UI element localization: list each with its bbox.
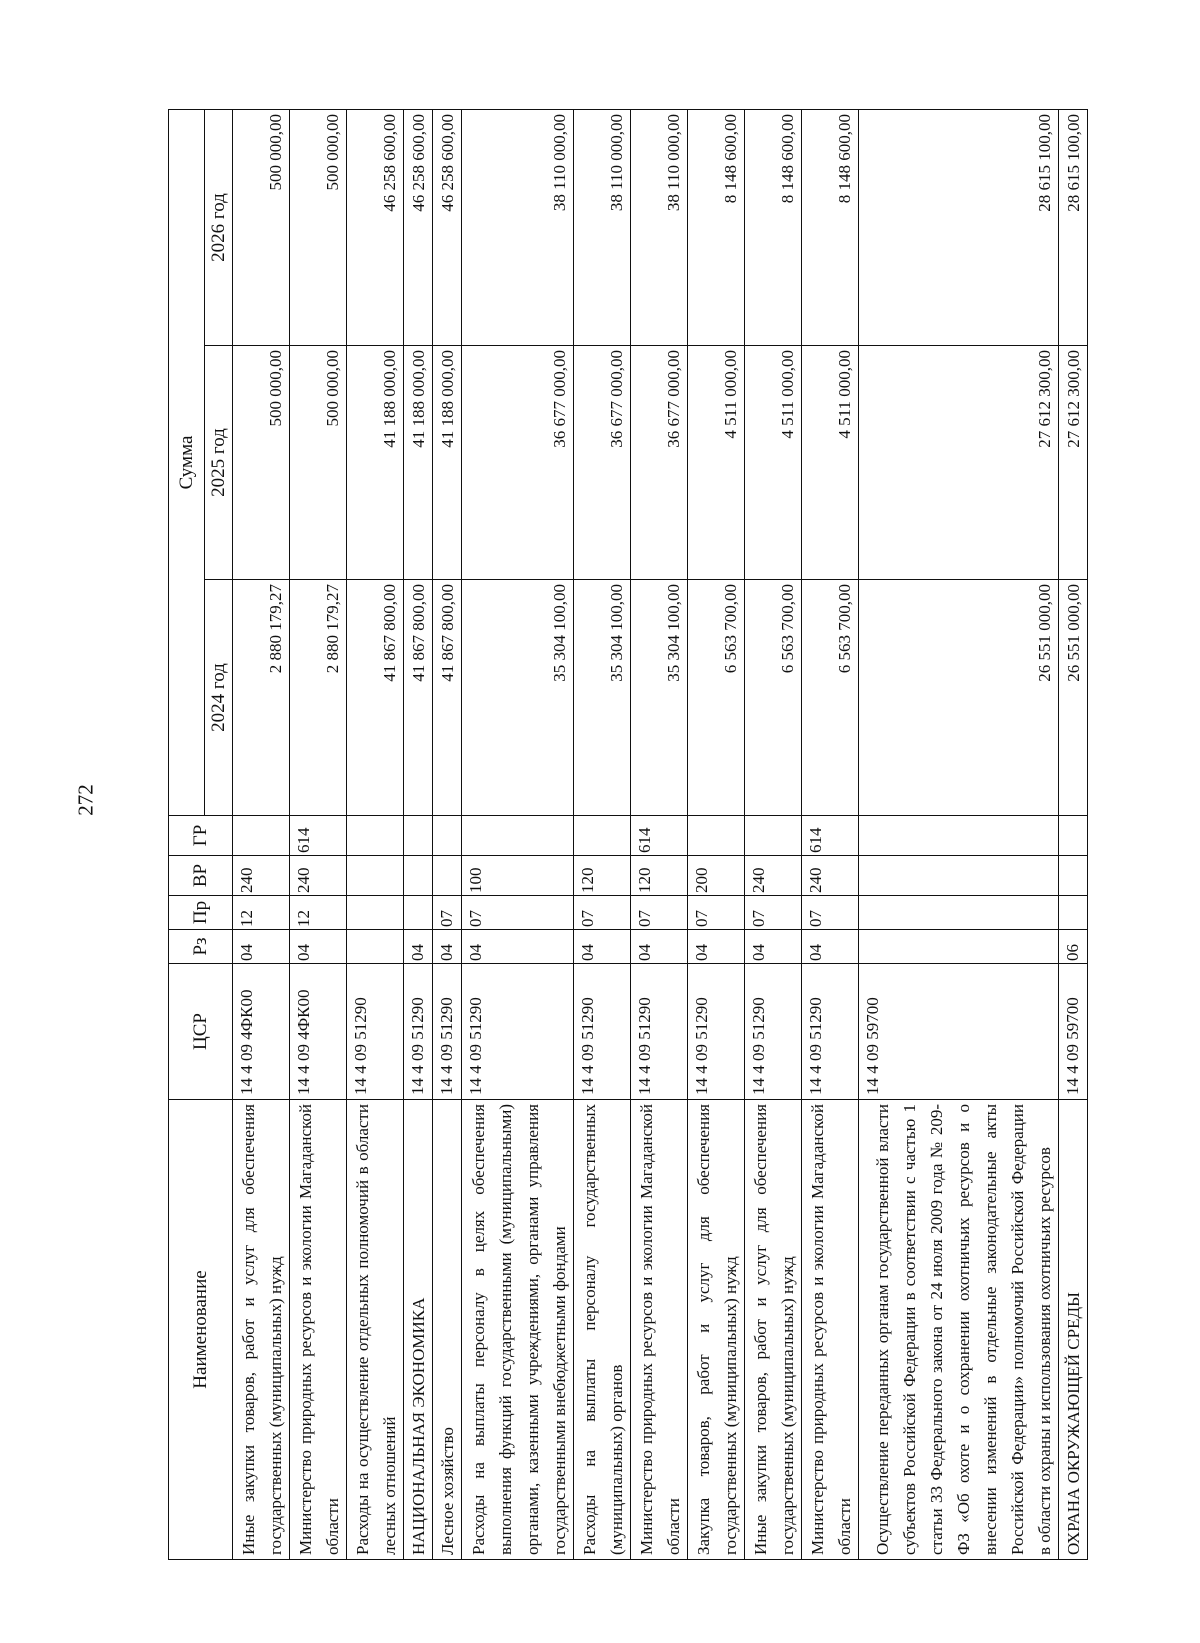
- cell-rz: 04: [573, 930, 630, 964]
- cell-vr: 200: [687, 856, 744, 896]
- header-csr: ЦСР: [169, 964, 233, 1100]
- cell-2025: 41 188 000,00: [432, 346, 461, 580]
- cell-gr: [573, 816, 630, 856]
- table-body: [233, 110, 1088, 1560]
- cell-2026: 46 258 600,00: [347, 110, 404, 346]
- cell-pr: 07: [630, 896, 687, 930]
- cell-vr: [404, 856, 433, 896]
- cell-gr: [461, 816, 573, 856]
- cell-name: Осуществление переданных органам государственной власти субъектов Российской Федерации в соответствии с частью 1 статьи 33 Федерального закона от 24 июля 2009 года № 209-ФЗ «Об охоте и о сохранении охотничьих ресурсов и о внесении изменений в отдельные законодательные акты Российской Федерации» полномочий Российской Федерации в области охраны и использования охотничьих ресурсов: [859, 1100, 1059, 1560]
- cell-2026: 8 148 600,00: [802, 110, 859, 346]
- table-row: [432, 110, 461, 1560]
- cell-name: Лесное хозяйство: [432, 1100, 461, 1560]
- cell-vr: 120: [573, 856, 630, 896]
- cell-pr: [347, 896, 404, 930]
- cell-gr: [745, 816, 802, 856]
- cell-rz: 04: [432, 930, 461, 964]
- cell-gr: [687, 816, 744, 856]
- table-row: [573, 110, 630, 1560]
- cell-pr: 12: [290, 896, 347, 930]
- cell-gr: [432, 816, 461, 856]
- cell-rz: 04: [745, 930, 802, 964]
- cell-2026: 500 000,00: [233, 110, 290, 346]
- cell-csr: 14 4 09 51290: [687, 964, 744, 1100]
- cell-2025: 4 511 000,00: [802, 346, 859, 580]
- cell-2024: 41 867 800,00: [404, 580, 433, 816]
- header-rz: Рз: [169, 930, 233, 964]
- table-row: [1059, 110, 1088, 1560]
- cell-2024: 6 563 700,00: [687, 580, 744, 816]
- cell-2026: 28 615 100,00: [1059, 110, 1088, 346]
- cell-csr: 14 4 09 51290: [461, 964, 573, 1100]
- cell-2024: 41 867 800,00: [347, 580, 404, 816]
- table-row: [233, 110, 290, 1560]
- cell-2025: 27 612 300,00: [859, 346, 1059, 580]
- cell-2024: 35 304 100,00: [573, 580, 630, 816]
- cell-2025: 36 677 000,00: [461, 346, 573, 580]
- cell-2025: 500 000,00: [290, 346, 347, 580]
- cell-name: Иные закупки товаров, работ и услуг для обеспечения государственных (муниципальных) нужд: [233, 1100, 290, 1560]
- cell-csr: 14 4 09 4ФК00: [233, 964, 290, 1100]
- table-row: [404, 110, 433, 1560]
- cell-2026: 500 000,00: [290, 110, 347, 346]
- table-row: [687, 110, 744, 1560]
- cell-2024: 26 551 000,00: [859, 580, 1059, 816]
- cell-vr: 240: [745, 856, 802, 896]
- cell-2024: 41 867 800,00: [432, 580, 461, 816]
- cell-pr: [404, 896, 433, 930]
- cell-rz: 04: [630, 930, 687, 964]
- cell-name: Закупка товаров, работ и услуг для обеспечения государственных (муниципальных) нужд: [687, 1100, 744, 1560]
- cell-2025: 36 677 000,00: [573, 346, 630, 580]
- cell-vr: [432, 856, 461, 896]
- cell-csr: 14 4 09 59700: [859, 964, 1059, 1100]
- cell-gr: [233, 816, 290, 856]
- cell-csr: 14 4 09 51290: [802, 964, 859, 1100]
- cell-2025: 4 511 000,00: [687, 346, 744, 580]
- cell-2024: 35 304 100,00: [630, 580, 687, 816]
- header-2026: 2026 год: [205, 110, 233, 346]
- cell-csr: 14 4 09 51290: [573, 964, 630, 1100]
- cell-rz: 04: [404, 930, 433, 964]
- cell-csr: 14 4 09 59700: [1059, 964, 1088, 1100]
- cell-csr: 14 4 09 51290: [745, 964, 802, 1100]
- cell-2026: 46 258 600,00: [432, 110, 461, 346]
- cell-gr: 614: [630, 816, 687, 856]
- cell-rz: [859, 930, 1059, 964]
- cell-name: Иные закупки товаров, работ и услуг для обеспечения государственных (муниципальных) нужд: [745, 1100, 802, 1560]
- cell-pr: 07: [461, 896, 573, 930]
- cell-2024: 2 880 179,27: [233, 580, 290, 816]
- cell-rz: 04: [233, 930, 290, 964]
- table-row: [802, 110, 859, 1560]
- cell-2024: 6 563 700,00: [745, 580, 802, 816]
- cell-2025: 36 677 000,00: [630, 346, 687, 580]
- table-row: [745, 110, 802, 1560]
- cell-rz: 04: [290, 930, 347, 964]
- cell-rz: [347, 930, 404, 964]
- cell-vr: 120: [630, 856, 687, 896]
- cell-2025: 27 612 300,00: [1059, 346, 1088, 580]
- cell-csr: 14 4 09 51290: [432, 964, 461, 1100]
- cell-gr: [404, 816, 433, 856]
- table-row: [461, 110, 573, 1560]
- header-sum: Сумма: [169, 110, 205, 816]
- cell-pr: [1059, 896, 1088, 930]
- cell-name: ОХРАНА ОКРУЖАЮЩЕЙ СРЕДЫ: [1059, 1100, 1088, 1560]
- cell-2026: 38 110 000,00: [630, 110, 687, 346]
- cell-vr: 240: [290, 856, 347, 896]
- cell-2026: 8 148 600,00: [687, 110, 744, 346]
- cell-vr: [859, 856, 1059, 896]
- budget-table: [168, 109, 1088, 1560]
- cell-csr: 14 4 09 51290: [630, 964, 687, 1100]
- cell-2025: 500 000,00: [233, 346, 290, 580]
- table-row: [859, 110, 1059, 1560]
- header-2025: 2025 год: [205, 346, 233, 580]
- cell-pr: [859, 896, 1059, 930]
- cell-vr: 240: [802, 856, 859, 896]
- cell-name: Расходы на осуществление отдельных полномочий в области лесных отношений: [347, 1100, 404, 1560]
- table-row: [630, 110, 687, 1560]
- cell-pr: 07: [745, 896, 802, 930]
- cell-2026: 28 615 100,00: [859, 110, 1059, 346]
- header-pr: Пр: [169, 896, 233, 930]
- cell-vr: [347, 856, 404, 896]
- table-row: [347, 110, 404, 1560]
- cell-vr: 240: [233, 856, 290, 896]
- cell-2025: 41 188 000,00: [347, 346, 404, 580]
- cell-vr: 100: [461, 856, 573, 896]
- cell-rz: 04: [687, 930, 744, 964]
- cell-2024: 2 880 179,27: [290, 580, 347, 816]
- cell-2024: 35 304 100,00: [461, 580, 573, 816]
- cell-name: Министерство природных ресурсов и экологии Магаданской области: [802, 1100, 859, 1560]
- cell-2025: 41 188 000,00: [404, 346, 433, 580]
- cell-pr: 07: [687, 896, 744, 930]
- header-gr: ГР: [169, 816, 233, 856]
- table-header: [169, 110, 233, 1560]
- cell-gr: 614: [290, 816, 347, 856]
- cell-2025: 4 511 000,00: [745, 346, 802, 580]
- cell-gr: [1059, 816, 1088, 856]
- cell-rz: 06: [1059, 930, 1088, 964]
- cell-pr: 07: [573, 896, 630, 930]
- cell-name: НАЦИОНАЛЬНАЯ ЭКОНОМИКА: [404, 1100, 433, 1560]
- header-name: Наименование: [169, 1100, 233, 1560]
- cell-2026: 38 110 000,00: [461, 110, 573, 346]
- table-row: [290, 110, 347, 1560]
- cell-csr: 14 4 09 51290: [347, 964, 404, 1100]
- cell-rz: 04: [802, 930, 859, 964]
- cell-pr: 07: [432, 896, 461, 930]
- budget-table-container: [168, 110, 1088, 1560]
- header-2024: 2024 год: [205, 580, 233, 816]
- cell-gr: [347, 816, 404, 856]
- cell-2026: 46 258 600,00: [404, 110, 433, 346]
- cell-name: Министерство природных ресурсов и экологии Магаданской области: [630, 1100, 687, 1560]
- cell-rz: 04: [461, 930, 573, 964]
- cell-csr: 14 4 09 51290: [404, 964, 433, 1100]
- cell-2026: 8 148 600,00: [745, 110, 802, 346]
- cell-2024: 6 563 700,00: [802, 580, 859, 816]
- cell-name: Расходы на выплаты персоналу в целях обеспечения выполнения функций государственными (муниципальными) органами, казенными учреждениями, органами управления государственными внебюджетными фондами: [461, 1100, 573, 1560]
- cell-pr: 07: [802, 896, 859, 930]
- cell-pr: 12: [233, 896, 290, 930]
- page-number: 272: [73, 784, 98, 816]
- header-vr: ВР: [169, 856, 233, 896]
- cell-gr: 614: [802, 816, 859, 856]
- cell-vr: [1059, 856, 1088, 896]
- cell-2024: 26 551 000,00: [1059, 580, 1088, 816]
- cell-csr: 14 4 09 4ФК00: [290, 964, 347, 1100]
- cell-2026: 38 110 000,00: [573, 110, 630, 346]
- cell-name: Расходы на выплаты персоналу государственных (муниципальных) органов: [573, 1100, 630, 1560]
- cell-gr: [859, 816, 1059, 856]
- cell-name: Министерство природных ресурсов и экологии Магаданской области: [290, 1100, 347, 1560]
